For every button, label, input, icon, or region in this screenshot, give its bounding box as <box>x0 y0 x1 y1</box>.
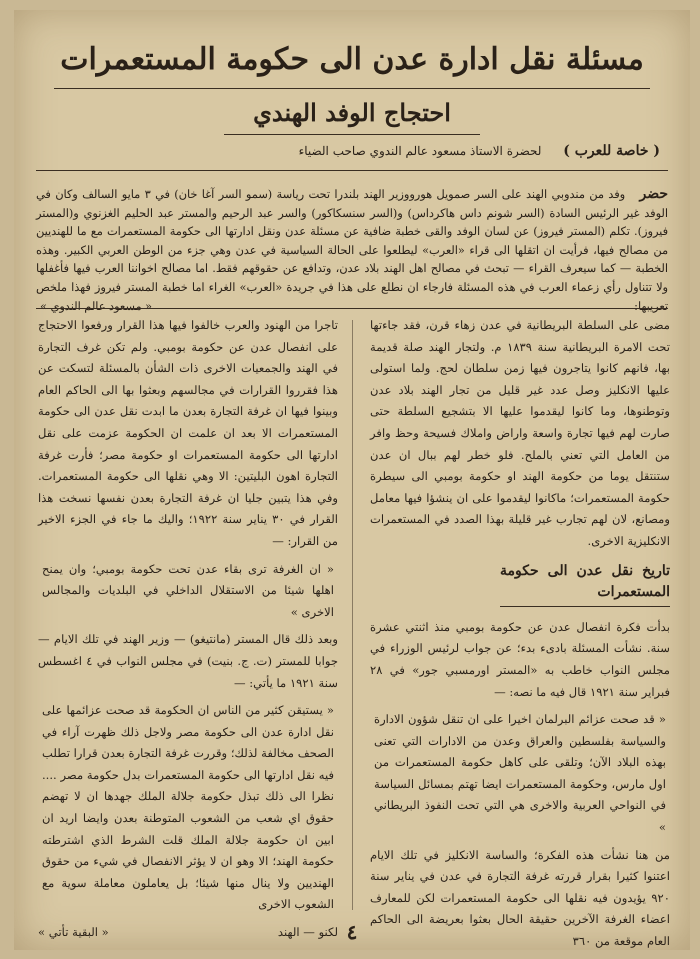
page-title: مسئلة نقل ادارة عدن الى حكومة المستعمرات <box>60 42 644 77</box>
left-quote-1: « ان الغرفة ترى بقاء عدن تحت حكومة بومبي؛ وان يمنح اهلها شيئا من الاستقلال الداخلي في البلديات والمجالس الاخرى » <box>42 561 334 619</box>
special-label: ( خاصة للعرب ) <box>563 143 660 159</box>
column-divider <box>352 320 353 910</box>
intro-text: وفد من مندوبي الهند على السر صمويل هورووزير الهند بلندرا تحت رياسة (سمو السر آغا خان) في ٣ مايو السالف وكان في الوفد غير الرئيس السادة (السر شونم داس هاكرداس) و(السر سنسكاكور) والسر عبد الرحيم والمستر عبد الحليم الغزنوي و(المستر فيروز). تكلم (المستر فيروز) عن لسان الوفد والقى خطبة ضافية عن مسئلة عدن ونقل ادارتها الى حكومة المستعمرات مع ما للهنديين من مصالح فيها، فرأيت ان اتقلها الى قراء «العرب» ليطلعوا على الحالة السياسية في عدن وهي جزء من الوطن العربي الكبير. وهذه الخطبة — كما سيعرف القراء — تبحث في مصالح اهل الهند بلاد عدن، وتدافع عن حقوقهم فقط. اما مصالح اخواننا العرب فيها فأغفلها ولا تتناول رأي زعماء العرب في هذه المسئلة فارجاء ان نطلع على هذا في جريدة «العرب» الغراء اما خطبة المستر فيروز فهذا ملخص تعريبها: <box>36 188 668 313</box>
continued-note: « البقية تأتي » <box>38 925 109 940</box>
title-divider <box>54 88 650 89</box>
intro-signature: « مسعود عالم الندوي » <box>40 299 152 313</box>
intro-lead-word: حضر <box>639 186 669 202</box>
right-paragraph-2: بدأت فكرة انفصال عدن عن حكومة بومبي منذ اثنتي عشرة سنة. نشأت المسئلة بادىء بدء؛ عن جواب لرئيس الوزراء في مجلس النواب خاطب به «المستر اورمسبي جور» في ٢٨ فبراير سنة ١٩٢١ قال فيه ما نصه: — <box>370 619 670 699</box>
left-column <box>38 315 338 944</box>
section-heading: تاريخ نقل عدن الى حكومة المستعمرات <box>500 561 670 607</box>
byline <box>44 143 660 159</box>
right-column <box>370 315 670 959</box>
subtitle-underline <box>224 134 480 135</box>
left-paragraph-1: تاجرا من الهنود والعرب خالفوا فيها هذا القرار ورفعوا الاحتجاج على انفصال عدن عن حكومة بومبي. ولم تكن غرف التجارة في الهند والجمعيات الاخرى ذات الشأن بالمسئلة لتسكت عن هذا فقرروا القرارات في مجالسهم وبعثوا بها الى الحاكم العام وبينوا فيها ان غرفة التجارة بعدن ما ابدت نقل عدن الى حكومة المستعمرات الا بعد ان علمت ان الحكومة عزمت على نقل ادارتها الى حكومة المستعمرات او حكومة مصر؛ فأرت غرفة التجارة اهون البليتين: الا وهي نقلها الى حكومة المستعمرات. وفي هذا يتبين جليا ان غرفة التجارة بعدن نفسها نسخت هذا القرار في ٣٠ يناير سنة ١٩٢٢؛ واليك ما جاء في الجزء الاخير من القرار: — <box>38 318 339 548</box>
location-signature: لكنو — الهند <box>277 925 338 940</box>
page-number: ٤ <box>346 920 358 944</box>
right-quote-1: « قد صحت عزائم البرلمان اخيرا على ان تنقل شؤون الادارة والسياسة بفلسطين والعراق وعدن من الادارات التي تعنى بهذه البلاد الآن؛ وتلقى على كاهل حكومة المستعمرات من اول مارس، وحكومة المستعمرات ايضا تهتم بمسائل السياسة في النواحي العربية والاخرى هي التي تحت النفوذ البريطاني » <box>374 712 666 835</box>
intro-paragraph <box>36 185 668 316</box>
left-quote-2: « يستيقن كثير من الناس ان الحكومة قد صحت عزائمها على نقل ادارة عدن الى حكومة مصر ولاجل ذلك ظهرت آراء في الصحف مخالفة لذلك؛ وقررت غرفة التجارة بعدن قرارا تطلب فيه نقل ادارتها الى حكومة المستعمرات بدل حكومة مصر .... نظرا الى ذلك تبذل حكومة جلالة الملك جهدها ان لا تهضم حقوق اي شعب من الشعوب المتوطنة بعدن وايضا اريد ان ابين ان حكومة جلالة الملك قلت الشرط الذي اشترطته حكومة الهند؛ الا وهو ان لا يؤثر الانفصال في شيء من حقوق الهنديين ولا ينال منها شيئا؛ بل يعاملون معاملة سوية مع الشعوب الاخرى <box>42 703 334 912</box>
page <box>14 10 690 950</box>
right-paragraph-1: مضى على السلطة البريطانية في عدن زهاء قرن، فقد جاءتها تحت الامرة البريطانية سنة ١٨٣٩ م. ولتجار الهند صلة قديمة بها، فانهم كانوا يتاجرون فيها زمن سلطان لحج. ولما استولى عليها الانكليز وصل عدد غير قليل من تجار الهند بلاد عدن وتوطنوها، وما كانوا ليقدموا عليها الا بتشجيع السلطة حتى صارت لهم فيها تجارة واسعة واراض واملاك فسيحة وحظ وافر من العامل التي تعني بالملح. فلو خطر لهم ببال ان عدن ستنتقل يوما من حكومة الهند او حكومة بومبي الى سيطرة حكومة المستعمرات؛ ماكانوا ليقدموا على ان ينشؤا فيها معامل ومصانع، لان لهم تجارب غير قليلة بهذا الصدد في المستعمرات الانكليزية الاخرى. <box>370 318 671 548</box>
left-paragraph-2: وبعد ذلك قال المستر (مانتيغو) — وزير الهند في تلك الايام — جوابا للمستر (ت. ج. بنيت) في مجلس النواب في ٤ اغسطس سنة ١٩٢١ ما يأتي: — <box>38 632 339 690</box>
article-subtitle: احتجاج الوفد الهندي <box>253 98 451 127</box>
intro-divider <box>36 308 668 309</box>
byline-divider <box>36 170 668 171</box>
right-paragraph-3: من هنا نشأت هذه الفكرة؛ والساسة الانكليز في تلك الايام اعتنوا كثيرا بقرار قررته غرفة التجارة في عدن في يناير سنة ٩٢٠ يؤيدون فيه نقلها الى حكومة المستعمرات لكن للمعارف اعضاء الغرفة الآخرين حقيقة الحال بعثوا بعريضة الى الحاكم العام موقعة من ٣٦٠ <box>370 847 670 949</box>
author-credit: لحضرة الاستاذ مسعود عالم الندوي صاحب الضياء <box>298 144 542 158</box>
